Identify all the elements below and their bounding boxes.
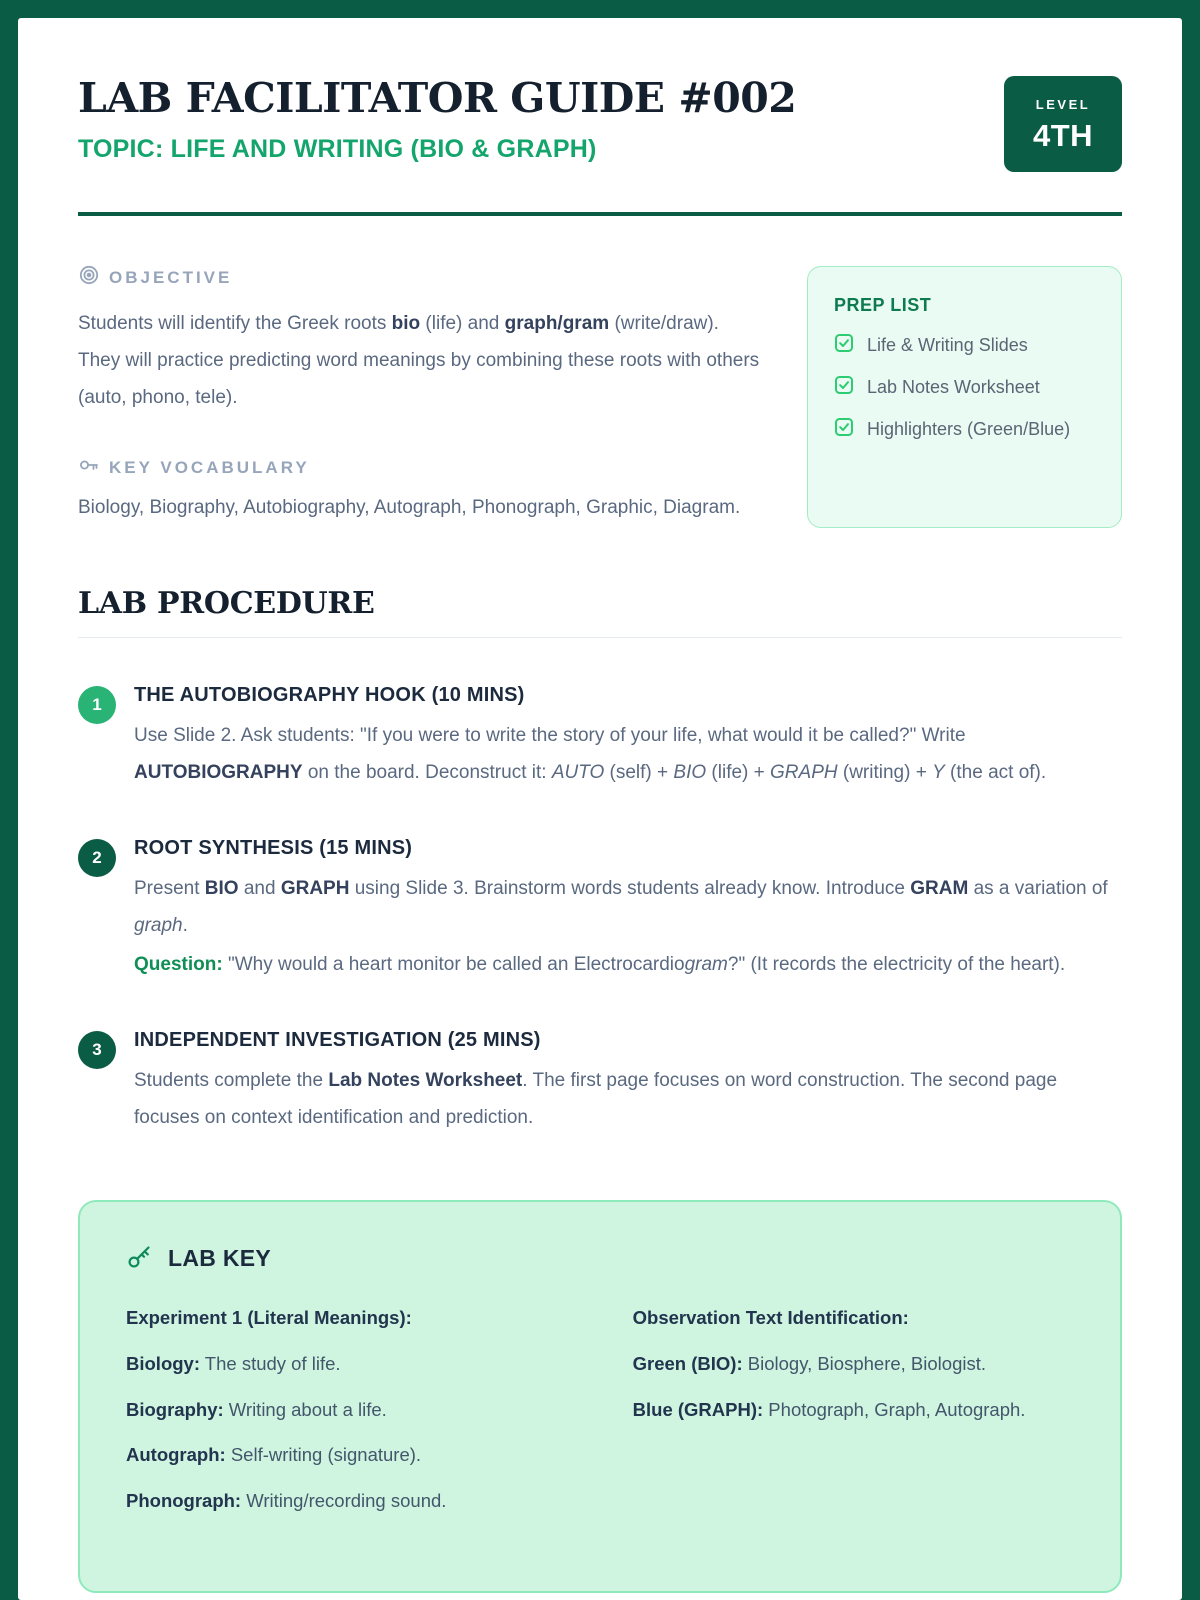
- lab-key-entry-label: Autograph:: [126, 1444, 226, 1466]
- objective-body: Students will identify the Greek roots bio (life) and graph/gram (write/draw). They will practice predicting word meanings by combining these roots with others (auto, phono, tele).: [78, 313, 760, 409]
- prep-list-card: [807, 266, 1122, 528]
- overview-section: [78, 264, 1122, 528]
- prep-list-item: [834, 417, 1095, 442]
- step-body: Present BIO and GRAPH using Slide 3. Brainstorm words students already know. Introduce GRAM as a variation of graph.: [134, 878, 1108, 937]
- lab-key-column-heading: Experiment 1 (Literal Meanings):: [126, 1307, 412, 1329]
- lab-key-entry-label: Biography:: [126, 1398, 224, 1420]
- lab-key-left-column: [126, 1303, 603, 1531]
- overview-left-column: [78, 264, 765, 526]
- lab-key-entry-label: Green (BIO):: [632, 1352, 743, 1374]
- step-title: INDEPENDENT INVESTIGATION (25 MINS): [134, 1029, 541, 1052]
- key-icon: [78, 454, 100, 481]
- page-topic: TOPIC: LIFE AND WRITING (BIO & GRAPH): [78, 135, 597, 164]
- key-icon: [126, 1242, 154, 1275]
- target-icon: [78, 264, 100, 291]
- lab-key-entry-text: Photograph, Graph, Autograph.: [763, 1398, 1026, 1420]
- lab-key-entry-label: Blue (GRAPH):: [632, 1398, 764, 1420]
- lab-key-entry-text: Writing/recording sound.: [241, 1489, 447, 1511]
- prep-list-item: [834, 375, 1095, 400]
- lab-key-entry-text: Biology, Biosphere, Biologist.: [742, 1352, 986, 1374]
- step-number-badge: 3: [78, 1031, 116, 1069]
- lab-key-entry: [633, 1349, 1074, 1379]
- objective-heading: [78, 264, 765, 291]
- level-badge-label: LEVEL: [1035, 96, 1091, 112]
- page-title: LAB FACILITATOR GUIDE #002: [78, 74, 797, 122]
- vocabulary-heading: [78, 454, 765, 481]
- procedure-step-3: [78, 1029, 1122, 1136]
- prep-item-label: Lab Notes Worksheet: [867, 377, 1040, 397]
- step-content: [134, 684, 1119, 791]
- lab-key-entry-text: The study of life.: [200, 1352, 341, 1374]
- step-content: [134, 837, 1119, 983]
- level-badge-value: 4TH: [1032, 117, 1094, 153]
- vocabulary-body: Biology, Biography, Autobiography, Autograph, Phonograph, Graphic, Diagram.: [78, 497, 741, 519]
- procedure-heading: LAB PROCEDURE: [78, 586, 375, 621]
- step-title: THE AUTOBIOGRAPHY HOOK (10 MINS): [134, 684, 525, 706]
- checkbox-checked-icon: [834, 333, 854, 358]
- header-titles: [78, 76, 796, 164]
- header-divider: [78, 212, 1122, 216]
- step-body: Use Slide 2. Ask students: "If you were to write the story of your life, what would it be called?" Write AUTOBIOGRAPHY on the board. Deconstruct it: AUTO (self) + BIO (life) + GRAPH (writing) + Y (the act of).: [134, 725, 1047, 784]
- prep-item-label: Highlighters (Green/Blue): [867, 419, 1071, 439]
- lab-key-entry: [126, 1486, 603, 1516]
- level-badge: [1004, 76, 1122, 172]
- lab-key-right-column: [633, 1303, 1074, 1531]
- procedure-divider: [78, 637, 1122, 638]
- lab-key-entry: [126, 1440, 603, 1470]
- document-page: [18, 18, 1182, 1600]
- checkbox-checked-icon: [834, 375, 854, 400]
- procedure-step-2: [78, 837, 1122, 983]
- prep-list-title: PREP LIST: [834, 295, 932, 315]
- step-title: ROOT SYNTHESIS (15 MINS): [134, 837, 413, 860]
- lab-key-entry: [126, 1395, 603, 1425]
- step-content: [134, 1029, 1119, 1136]
- lab-key-card: [78, 1200, 1122, 1593]
- step-number-badge: 1: [78, 686, 116, 724]
- lab-key-header: [126, 1242, 1074, 1275]
- lab-key-entry-label: Phonograph:: [126, 1489, 242, 1511]
- checkbox-checked-icon: [834, 417, 854, 442]
- vocabulary-heading-label: KEY VOCABULARY: [109, 457, 310, 477]
- objective-heading-label: OBJECTIVE: [109, 267, 233, 287]
- lab-key-entry-text: Writing about a life.: [223, 1398, 387, 1420]
- lab-key-entry-label: Biology:: [126, 1352, 200, 1374]
- lab-key-entry: [126, 1349, 603, 1379]
- lab-key-title: LAB KEY: [168, 1245, 272, 1272]
- prep-list-item: [834, 333, 1095, 358]
- lab-key-entry-text: Self-writing (signature).: [225, 1444, 422, 1466]
- prep-item-label: Life & Writing Slides: [867, 335, 1028, 355]
- lab-key-entry: [633, 1395, 1074, 1425]
- step-number-badge: 2: [78, 839, 116, 877]
- procedure-step-1: [78, 684, 1122, 791]
- lab-key-columns: [126, 1303, 1074, 1531]
- header: [78, 76, 1122, 172]
- step-question: Question: "Why would a heart monitor be called an Electrocardiogram?" (It records the electricity of the heart).: [134, 954, 1066, 976]
- lab-key-column-heading: Observation Text Identification:: [632, 1307, 909, 1329]
- step-body: Students complete the Lab Notes Worksheet. The first page focuses on word construction. The second page focuses on context identification and prediction.: [134, 1070, 1058, 1129]
